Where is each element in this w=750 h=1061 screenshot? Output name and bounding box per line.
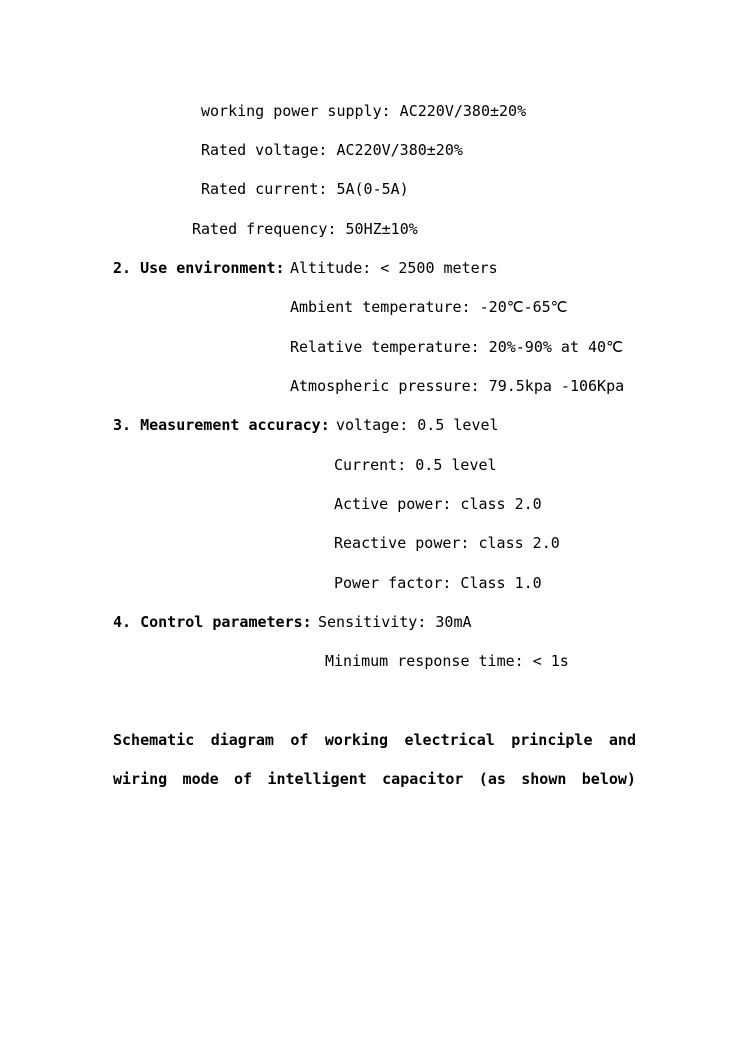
caption-word: intelligent	[267, 770, 367, 788]
caption-word: working	[324, 731, 389, 749]
control-heading: 4. Control parameters:	[113, 613, 312, 631]
caption-word: wiring	[113, 770, 168, 788]
schematic-caption-line-1	[113, 730, 636, 750]
caption-word: shown	[521, 770, 567, 788]
rated-current-line: Rated current: 5A(0-5A)	[201, 180, 409, 198]
atmospheric-pressure-line: Atmospheric pressure: 79.5kpa -106Kpa	[290, 377, 625, 395]
caption-word: Schematic	[113, 731, 195, 749]
rated-frequency-line: Rated frequency: 50HZ±10%	[192, 220, 418, 238]
power-supply-line: working power supply: AC220V/380±20%	[201, 102, 527, 120]
caption-word: electrical	[404, 731, 495, 749]
caption-word: capacitor	[382, 770, 464, 788]
caption-word: below)	[581, 770, 636, 788]
environment-heading: 2. Use environment:	[113, 259, 285, 277]
caption-word: of	[234, 770, 253, 788]
caption-word: of	[290, 731, 309, 749]
relative-temperature-line: Relative temperature: 20%-90% at 40℃	[290, 338, 623, 356]
caption-word: principle	[511, 731, 593, 749]
response-time-line: Minimum response time: < 1s	[325, 652, 569, 670]
accuracy-voltage-line: voltage: 0.5 level	[336, 416, 499, 434]
caption-word: and	[608, 731, 636, 749]
active-power-line: Active power: class 2.0	[334, 495, 542, 513]
ambient-temperature-line: Ambient temperature: -20℃-65℃	[290, 298, 568, 316]
rated-voltage-line: Rated voltage: AC220V/380±20%	[201, 141, 463, 159]
accuracy-heading: 3. Measurement accuracy:	[113, 416, 330, 434]
schematic-caption-line-2	[113, 769, 636, 789]
caption-word: diagram	[210, 731, 274, 749]
power-factor-line: Power factor: Class 1.0	[334, 574, 542, 592]
reactive-power-line: Reactive power: class 2.0	[334, 534, 560, 552]
altitude-line: Altitude: < 2500 meters	[290, 259, 498, 277]
sensitivity-line: Sensitivity: 30mA	[318, 613, 472, 631]
caption-word: (as	[478, 770, 506, 788]
accuracy-current-line: Current: 0.5 level	[334, 456, 497, 474]
caption-word: mode	[182, 770, 219, 788]
